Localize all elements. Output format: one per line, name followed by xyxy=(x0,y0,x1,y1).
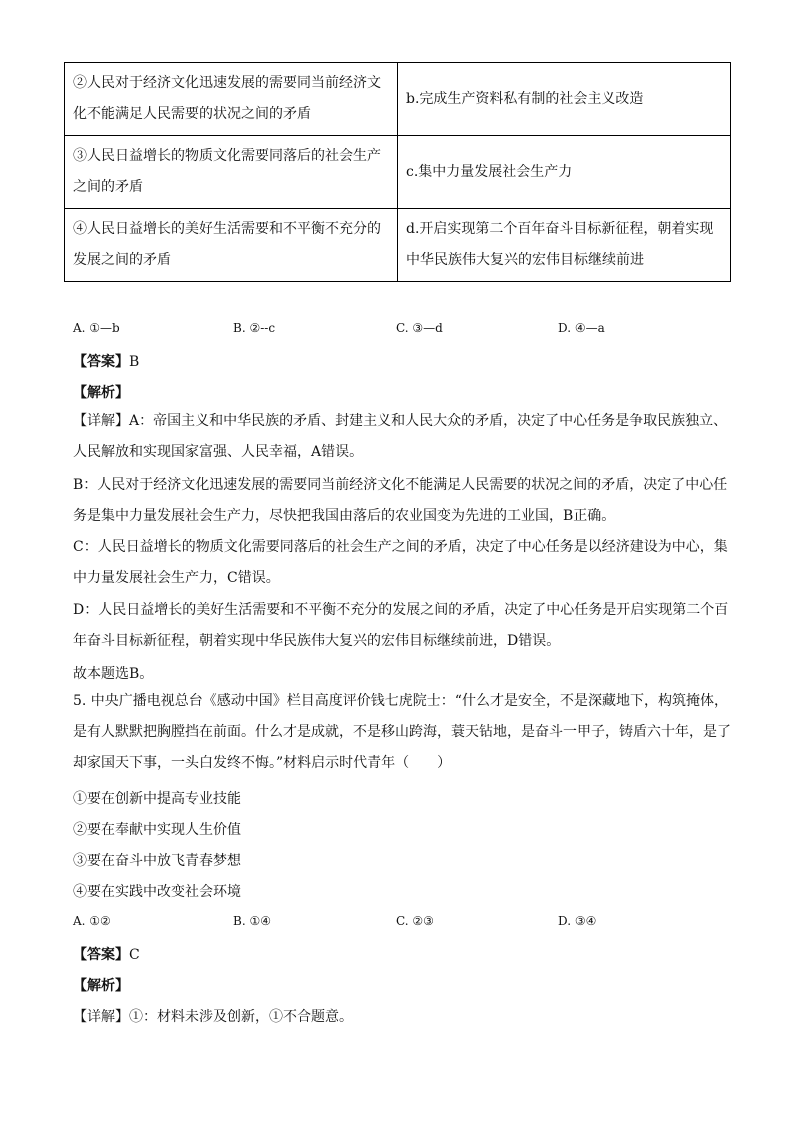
table-cell-contradiction: ③人民日益增长的物质文化需要同落后的社会生产之间的矛盾 xyxy=(65,136,398,209)
answer-line xyxy=(73,351,139,371)
table-cell-task: b.完成生产资料私有制的社会主义改造 xyxy=(398,63,731,136)
answer-line xyxy=(73,944,140,964)
table-cell-task: c.集中力量发展社会生产力 xyxy=(398,136,731,209)
answer-label: 【答案】 xyxy=(73,947,129,963)
answer-value: C xyxy=(129,947,140,963)
option-b: B. ②--c xyxy=(233,321,276,335)
statement-item: ④要在实践中改变社会环境 xyxy=(73,884,241,900)
table-cell-task: d.开启实现第二个百年奋斗目标新征程，朝着实现中华民族伟大复兴的宏伟目标继续前进 xyxy=(398,209,731,282)
table-row xyxy=(65,209,731,282)
detail-paragraph: 【详解】①：材料未涉及创新，①不合题意。 xyxy=(73,1009,353,1025)
statement-item: ②要在奉献中实现人生价值 xyxy=(73,822,241,838)
detail-paragraph: D：人民日益增长的美好生活需要和不平衡不充分的发展之间的矛盾，决定了中心任务是开启实现第二个百年奋斗目标新征程，朝着实现中华民族伟大复兴的宏伟目标继续前进，D错误。 xyxy=(73,602,729,649)
table-cell-contradiction: ④人民日益增长的美好生活需要和不平衡不充分的发展之间的矛盾 xyxy=(65,209,398,282)
option-c: C. ③—d xyxy=(396,321,443,335)
answer-value: B xyxy=(129,354,140,370)
analysis-label: 【解析】 xyxy=(73,978,129,994)
table-row xyxy=(65,63,731,136)
option-c: C. ②③ xyxy=(396,914,434,928)
table-row xyxy=(65,136,731,209)
detail-paragraph: B：人民对于经济文化迅速发展的需要同当前经济文化不能满足人民需要的状况之间的矛盾，决定了中心任务是集中力量发展社会生产力，尽快把我国由落后的农业国变为先进的工业国，B正确。 xyxy=(73,477,728,524)
option-d: D. ④—a xyxy=(558,321,605,335)
statement-item: ③要在奋斗中放飞青春梦想 xyxy=(73,853,241,869)
table-cell-contradiction: ②人民对于经济文化迅速发展的需要同当前经济文化不能满足人民需要的状况之间的矛盾 xyxy=(65,63,398,136)
detail-paragraph: C：人民日益增长的物质文化需要同落后的社会生产之间的矛盾，决定了中心任务是以经济建设为中心，集中力量发展社会生产力，C错误。 xyxy=(73,539,728,586)
detail-paragraph: 【详解】A：帝国主义和中华民族的矛盾、封建主义和人民大众的矛盾，决定了中心任务是争取民族独立、人民解放和实现国家富强、人民幸福，A错误。 xyxy=(73,413,728,460)
conclusion: 故本题选B。 xyxy=(73,666,154,682)
matching-table xyxy=(64,62,731,282)
option-d: D. ③④ xyxy=(558,914,597,928)
option-a: A. ①—b xyxy=(73,321,120,335)
question-stem: 5. 中央广播电视总台《感动中国》栏目高度评价钱七虎院士：“什么才是安全，不是深藏地下，构筑掩体，是有人默默把胸膛挡在前面。什么才是成就，不是移山跨海，蓑天钻地，是奋斗一甲子，铸盾六十年，是了却家国天下事，一头白发终不悔。”材料启示时代青年（ ） xyxy=(73,693,731,771)
option-b: B. ①④ xyxy=(233,914,271,928)
statement-item: ①要在创新中提高专业技能 xyxy=(73,791,241,807)
analysis-label: 【解析】 xyxy=(73,385,129,401)
option-a: A. ①② xyxy=(73,914,111,928)
answer-label: 【答案】 xyxy=(73,354,129,370)
